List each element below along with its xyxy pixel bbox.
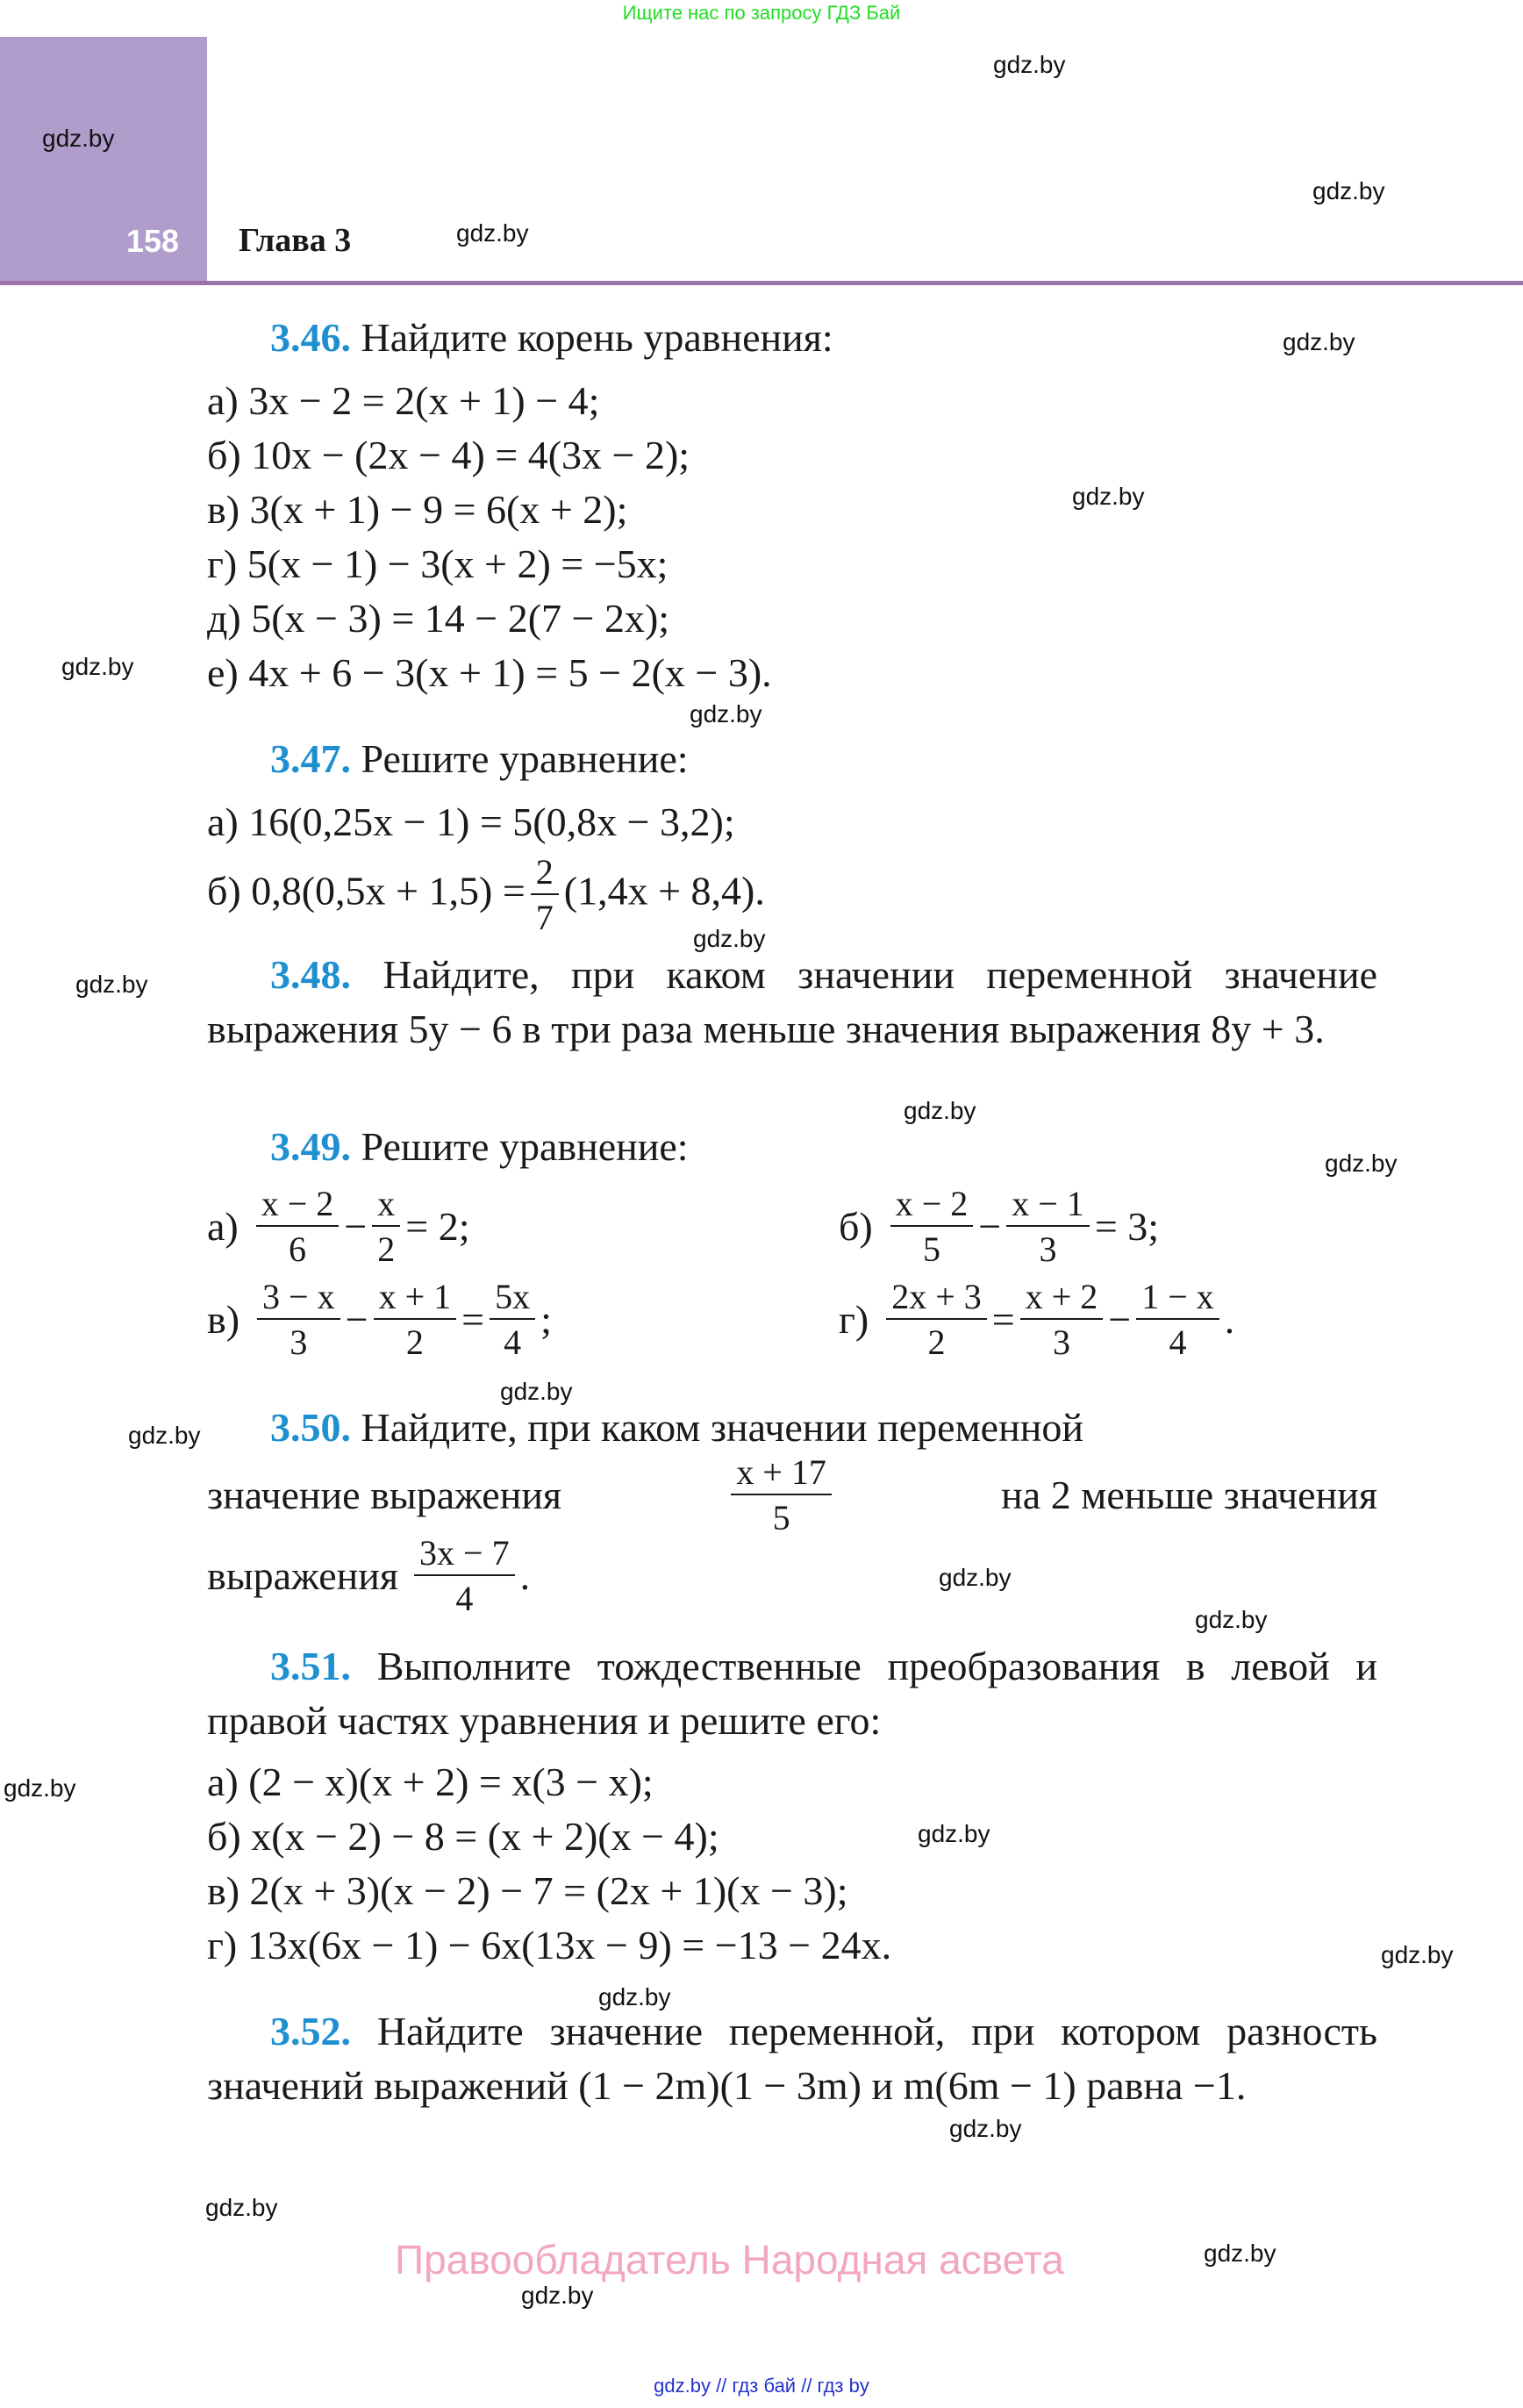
watermark: gdz.by bbox=[42, 125, 115, 152]
exercise-number: 3.48. bbox=[270, 952, 351, 997]
exercise-number: 3.49. bbox=[270, 1124, 351, 1169]
watermark: gdz.by bbox=[1283, 328, 1355, 355]
header-rule bbox=[0, 281, 1523, 285]
exercise-number: 3.47. bbox=[270, 736, 351, 781]
equation-item: б) 10x − (2x − 4) = 4(3x − 2); bbox=[207, 433, 690, 477]
watermark: gdz.by bbox=[949, 2115, 1022, 2142]
equation-item: г) 5(x − 1) − 3(x + 2) = −5x; bbox=[207, 541, 669, 586]
watermark: gdz.by bbox=[690, 700, 762, 727]
equation-item: а) 16(0,25x − 1) = 5(0,8x − 3,2); bbox=[207, 799, 735, 844]
watermark: gdz.by bbox=[1325, 1150, 1398, 1177]
exercise-number: 3.51. bbox=[270, 1644, 351, 1688]
fraction: $\frac{2}{7}$ bbox=[531, 855, 559, 935]
exercise-text: Найдите, при каком значении переменной значение выражения 5y − 6 в три раза меньше значения выражения 8y + 3. bbox=[207, 952, 1378, 1051]
watermark: gdz.by bbox=[939, 1564, 1012, 1591]
watermark: gdz.by bbox=[1381, 1941, 1454, 1968]
watermark: gdz.by bbox=[1204, 2240, 1276, 2267]
exercise-prompt: Решите уравнение: bbox=[361, 736, 689, 781]
exercise-prompt: Найдите корень уравнения: bbox=[361, 315, 833, 360]
exercise-3-47 bbox=[207, 732, 1377, 935]
exercise-3-48 bbox=[207, 948, 1377, 1057]
watermark: gdz.by bbox=[1072, 483, 1145, 510]
watermark: gdz.by bbox=[1195, 1606, 1268, 1633]
watermark: gdz.by bbox=[500, 1378, 573, 1405]
exercise-3-50: 3.50. Найдите, при каком значении переменной значение выражения $\frac{x + 17}{5}$ на 2 меньше значения выражения $\frac{3x - 7}{4}$ . bbox=[207, 1405, 1377, 1618]
watermark: gdz.by bbox=[693, 925, 766, 952]
top-banner[interactable]: Ищите нас по запросу ГДЗ Бай bbox=[622, 2, 901, 24]
watermark: gdz.by bbox=[993, 51, 1066, 78]
exercise-number: 3.46. bbox=[270, 315, 351, 360]
equation-item: в) $\frac{3 - x}{3}$ − $\frac{x + 1}{2}$ = $\frac{5x}{4}$ ; bbox=[207, 1277, 552, 1362]
exercise-3-49 bbox=[207, 1120, 1377, 1360]
exercise-text: Найдите значение переменной, при котором разность значений выражений (1 − 2m)(1 − 3m) и m(6m − 1) равна −1. bbox=[207, 2009, 1378, 2108]
watermark: gdz.by bbox=[1312, 177, 1385, 204]
footer-links[interactable]: gdz.by // гдз бай // гдз by bbox=[654, 2375, 869, 2397]
watermark: gdz.by bbox=[521, 2282, 594, 2309]
copyright-notice: Правообладатель Народная асвета bbox=[395, 2237, 1064, 2283]
equation-item: г) 13x(6x − 1) − 6x(13x − 9) = −13 − 24x. bbox=[207, 1923, 892, 1967]
watermark: gdz.by bbox=[61, 653, 134, 680]
exercise-number: 3.50. bbox=[270, 1405, 351, 1450]
watermark: gdz.by bbox=[918, 1820, 990, 1847]
watermark: gdz.by bbox=[4, 1774, 76, 1802]
equation-item: а) 3x − 2 = 2(x + 1) − 4; bbox=[207, 378, 600, 423]
watermark: gdz.by bbox=[128, 1422, 201, 1449]
watermark: gdz.by bbox=[75, 971, 148, 998]
equation-item: е) 4x + 6 − 3(x + 1) = 5 − 2(x − 3). bbox=[207, 650, 772, 695]
equation-item: б) 0,8(0,5x + 1,5) = $\frac{2}{7}$ (1,4x + 8,4). bbox=[207, 852, 765, 937]
equation-item: а) (2 − x)(x + 2) = x(3 − x); bbox=[207, 1759, 654, 1804]
chapter-title: Глава 3 bbox=[239, 222, 352, 259]
equation-item: д) 5(x − 3) = 14 − 2(7 − 2x); bbox=[207, 596, 670, 641]
exercise-3-52 bbox=[207, 2004, 1377, 2113]
exercise-number: 3.52. bbox=[270, 2009, 351, 2053]
equation-item: б) $\frac{x - 2}{5}$ − $\frac{x - 1}{3}$ = 3; bbox=[839, 1184, 1160, 1269]
watermark: gdz.by bbox=[456, 219, 529, 247]
exercise-prompt: Выполните тождественные преобразования в левой и правой частях уравнения и решите его: bbox=[207, 1644, 1378, 1743]
exercise-3-51 bbox=[207, 1639, 1377, 1973]
page-number: 158 bbox=[126, 223, 180, 259]
equation-item: б) x(x − 2) − 8 = (x + 2)(x − 4); bbox=[207, 1814, 719, 1859]
watermark: gdz.by bbox=[598, 1983, 671, 2010]
exercise-prompt: Решите уравнение: bbox=[361, 1124, 689, 1169]
watermark: gdz.by bbox=[904, 1097, 976, 1124]
equation-item: г) $\frac{2x + 3}{2}$ = $\frac{x + 2}{3}$ − $\frac{1 - x}{4}$ . bbox=[839, 1277, 1235, 1362]
exercise-3-46 bbox=[207, 311, 1377, 700]
watermark: gdz.by bbox=[205, 2194, 278, 2221]
equation-item: в) 3(x + 1) − 9 = 6(x + 2); bbox=[207, 487, 628, 532]
equation-item: в) 2(x + 3)(x − 2) − 7 = (2x + 1)(x − 3); bbox=[207, 1868, 848, 1913]
equation-item: а) $\frac{x - 2}{6}$ − $\frac{x}{2}$ = 2; bbox=[207, 1184, 470, 1269]
